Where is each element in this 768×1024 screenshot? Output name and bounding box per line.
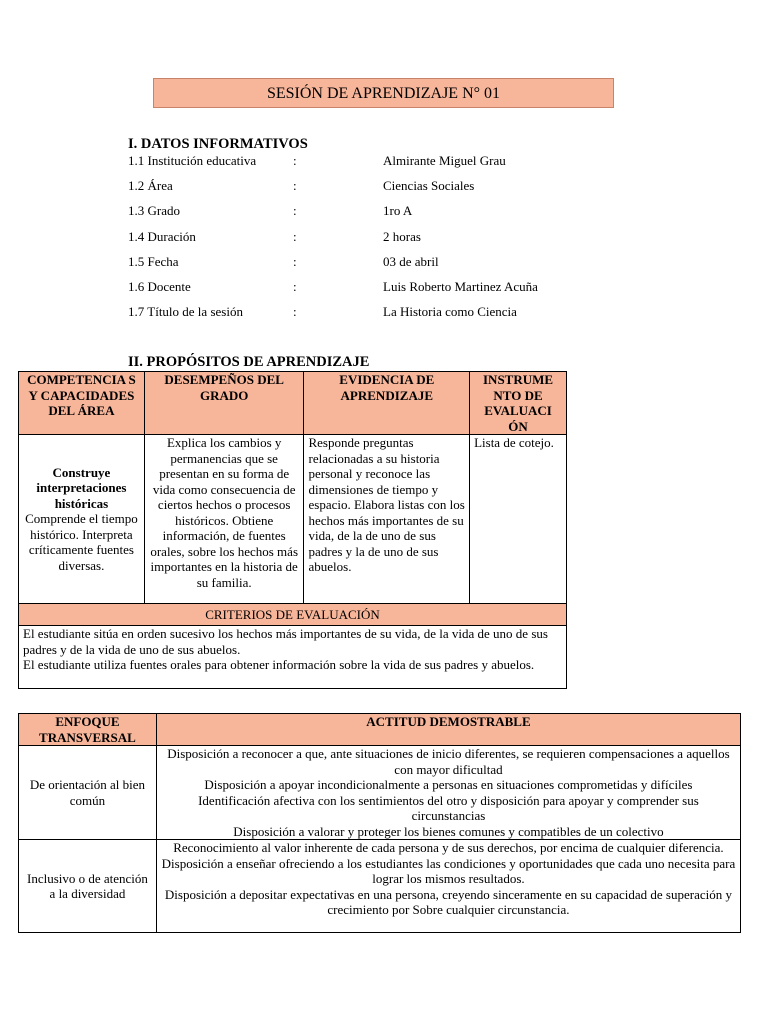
info-row-docente	[128, 279, 688, 297]
competencia-capacidades: Comprende el tiempo histórico. Interpreta críticamente fuentes diversas.	[25, 511, 138, 573]
propositos-table	[18, 371, 567, 689]
info-row-duracion	[128, 229, 688, 247]
criterio-item: El estudiante sitúa en orden sucesivo los hechos más importantes de su vida, de la vida de uno de sus padres y de la vida de uno de sus abuelos.	[23, 626, 548, 657]
info-label: 1.5 Fecha	[128, 254, 179, 269]
header-evidencia: EVIDENCIA DE APRENDIZAJE	[304, 372, 470, 435]
info-colon: :	[293, 153, 297, 168]
info-label: 1.2 Área	[128, 178, 173, 193]
info-value: 03 de abril	[383, 254, 439, 269]
actitud-item: Disposición a depositar expectativas en una persona, creyendo sinceramente en su capacidad de superación y crecimiento por Sobre cualquier circunstancia.	[164, 886, 732, 917]
info-row-fecha	[128, 254, 688, 272]
actitud-item: Reconocimiento al valor inherente de cada persona y de sus derechos, por encima de cualquier diferencia.	[173, 840, 724, 855]
enfoque-bien-comun: De orientación al bien común	[19, 746, 157, 840]
actitud-item: Identificación afectiva con los sentimientos del otro y disposición para apoyar y comprender sus circunstancias	[198, 792, 699, 823]
criterios-cell	[19, 626, 567, 689]
section-propositos-heading: II. PROPÓSITOS DE APRENDIZAJE	[128, 354, 370, 370]
actitud-item: Disposición a reconocer a que, ante situaciones de inicio diferentes, se requieren compensaciones a aquellos con mayor dificultad	[167, 746, 730, 777]
header-desempenos: DESEMPEÑOS DEL GRADO	[144, 372, 304, 435]
session-title: SESIÓN DE APRENDIZAJE N° 01	[153, 78, 614, 108]
info-colon: :	[293, 178, 297, 193]
enfoque-inclusivo: Inclusivo o de atención a la diversidad	[19, 840, 157, 933]
info-value: Almirante Miguel Grau	[383, 153, 506, 168]
info-row-area	[128, 178, 688, 196]
info-value: Luis Roberto Martinez Acuña	[383, 279, 538, 294]
info-colon: :	[293, 203, 297, 218]
actitud-item: Disposición a valorar y proteger los bienes comunes y compatibles de un colectivo	[233, 823, 664, 839]
info-value: 2 horas	[383, 229, 421, 244]
header-actitud: ACTITUD DEMOSTRABLE	[156, 714, 740, 746]
info-colon: :	[293, 304, 297, 319]
info-label: 1.7 Título de la sesión	[128, 304, 243, 319]
info-value: Ciencias Sociales	[383, 178, 475, 193]
actitudes-inclusivo	[156, 840, 740, 933]
header-enfoque: ENFOQUE TRANSVERSAL	[19, 714, 157, 746]
section-datos-heading: I. DATOS INFORMATIVOS	[128, 136, 308, 152]
criterios-heading: CRITERIOS DE EVALUACIÓN	[19, 604, 567, 626]
desempenos-cell: Explica los cambios y permanencias que se presentan en su forma de vida como consecuencia de ciertos hechos o procesos históricos. Obtiene información, de fuentes orales, sobre los hechos más importantes en la historia de su familia.	[144, 435, 304, 604]
enfoques-table	[18, 713, 741, 933]
info-colon: :	[293, 279, 297, 294]
criterio-item: El estudiante utiliza fuentes orales para obtener información sobre la vida de sus padres y abuelos.	[23, 657, 535, 672]
header-instrumento: INSTRUME NTO DE EVALUACI ÓN	[470, 372, 567, 435]
info-colon: :	[293, 254, 297, 269]
actitud-item: Disposición a apoyar incondicionalmente a personas en situaciones comprometidas y difíciles	[204, 777, 693, 792]
info-row-titulo	[128, 304, 688, 322]
competencia-title: Construye interpretaciones históricas	[36, 464, 127, 511]
info-value: 1ro A	[383, 203, 413, 218]
actitud-item: Disposición a enseñar ofreciendo a los estudiantes las condiciones y oportunidades que cada uno necesita para lograr los mismos resultados.	[161, 855, 736, 886]
info-label: 1.3 Grado	[128, 203, 180, 218]
info-row-grado	[128, 203, 688, 221]
info-value: La Historia como Ciencia	[383, 304, 517, 319]
header-competencias: COMPETENCIA S Y CAPACIDADES DEL ÁREA	[19, 372, 145, 435]
info-colon: :	[293, 229, 297, 244]
info-label: 1.4 Duración	[128, 229, 196, 244]
info-label: 1.6 Docente	[128, 279, 191, 294]
info-row-institucion	[128, 153, 688, 171]
instrumento-cell: Lista de cotejo.	[470, 435, 567, 604]
actitudes-bien-comun	[156, 746, 740, 840]
info-label: 1.1 Institución educativa	[128, 153, 257, 168]
evidencia-cell: Responde preguntas relacionadas a su historia personal y reconoce las dimensiones de tiempo y espacio. Elabora listas con los hechos más importantes de su vida, de la de uno de sus padres y la de uno de sus abuelos.	[304, 435, 470, 604]
competencia-cell	[19, 435, 145, 604]
